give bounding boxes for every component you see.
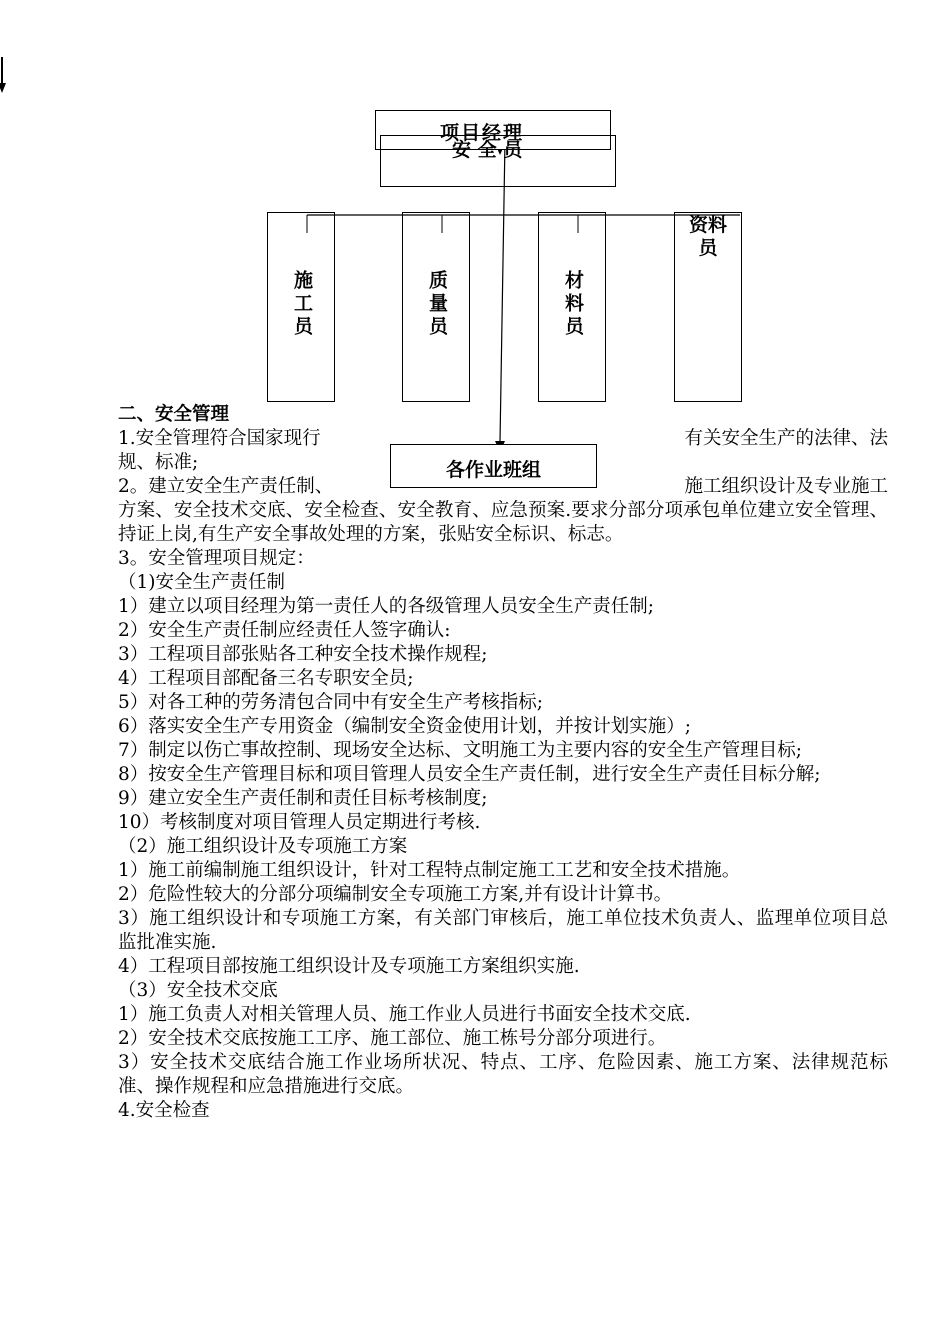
project-manager-label: 项目经理 (440, 122, 525, 144)
work-teams-label: 各作业班组 (445, 459, 541, 481)
list-item: 2）危险性较大的分部分项编制安全专项施工方案,并有设计计算书。 (118, 884, 673, 905)
list-item: 4）工程项目部按施工组织设计及专项施工方案组织实施. (118, 956, 580, 977)
list-item: 3）工程项目部张贴各工种安全技术操作规程; (118, 644, 488, 665)
section-heading: 二、安全管理 (118, 404, 230, 425)
list-item: 4）工程项目部配备三名专职安全员; (118, 668, 414, 689)
list-item: 1）建立以项目经理为第一责任人的各级管理人员安全生产责任制; (118, 596, 655, 617)
list-item: 2）安全生产责任制应经责任人签字确认: (118, 620, 451, 641)
list-item: 3）施工组织设计和专项施工方案，有关部门审核后，施工单位技术负责人、监理单位项目总监批准实施. (118, 908, 888, 953)
item4-title: 4.安全检查 (118, 1100, 210, 1121)
member-label-documents: 资料员 (688, 214, 727, 259)
list-item: 5）对各工种的劳务清包合同中有安全生产考核指标; (118, 692, 544, 713)
sub1-title: （1)安全生产责任制 (118, 572, 285, 593)
item3-title: 3。安全管理项目规定： (118, 548, 315, 569)
document-body (118, 403, 888, 1123)
safety-officer-label: 安 全 员 (452, 139, 523, 161)
item1-right: 有关安全生产的法律、法 (684, 428, 888, 449)
item2-right: 施工组织设计及专业施工 (684, 476, 888, 497)
list-item: 1）施工前编制施工组织设计，针对工程特点制定施工工艺和安全技术措施。 (118, 860, 741, 881)
list-item: 10）考核制度对项目管理人员定期进行考核. (118, 812, 481, 833)
sub3-title: （3）安全技术交底 (118, 980, 278, 1001)
list-item: 6）落实安全生产专用资金（编制安全资金使用计划，并按计划实施）; (118, 716, 692, 737)
list-item: 7）制定以伤亡事故控制、现场安全达标、文明施工为主要内容的安全生产管理目标; (118, 740, 803, 761)
list-item: 2）安全技术交底按施工工序、施工部位、施工栋号分部分项进行。 (118, 1028, 667, 1049)
list-item: 1）施工负责人对相关管理人员、施工作业人员进行书面安全技术交底. (118, 1004, 691, 1025)
item2-continued: 方案、安全技术交底、安全检查、安全教育、应急预案.要求分部分项承包单位建立安全管理、持证上岗,有生产安全事故处理的方案，张贴安全标识、标志。 (118, 500, 888, 545)
item1-continued: 规、标准; (118, 452, 199, 473)
item2-left: 2。建立安全生产责任制、 (118, 476, 334, 497)
member-label-construction: 施工员 (291, 270, 313, 339)
item1-left: 1.安全管理符合国家现行 (118, 428, 321, 449)
member-label-quality: 质量员 (426, 270, 448, 339)
sub2-title: （2）施工组织设计及专项施工方案 (118, 836, 408, 857)
list-item: 3）安全技术交底结合施工作业场所状况、特点、工序、危险因素、施工方案、法律规范标准、操作规程和应急措施进行交底。 (118, 1052, 888, 1097)
member-label-material: 材料员 (562, 270, 584, 339)
list-item: 8）按安全生产管理目标和项目管理人员安全生产责任制，进行安全生产责任目标分解; (118, 764, 821, 785)
list-item: 9）建立安全生产责任制和责任目标考核制度; (118, 788, 488, 809)
